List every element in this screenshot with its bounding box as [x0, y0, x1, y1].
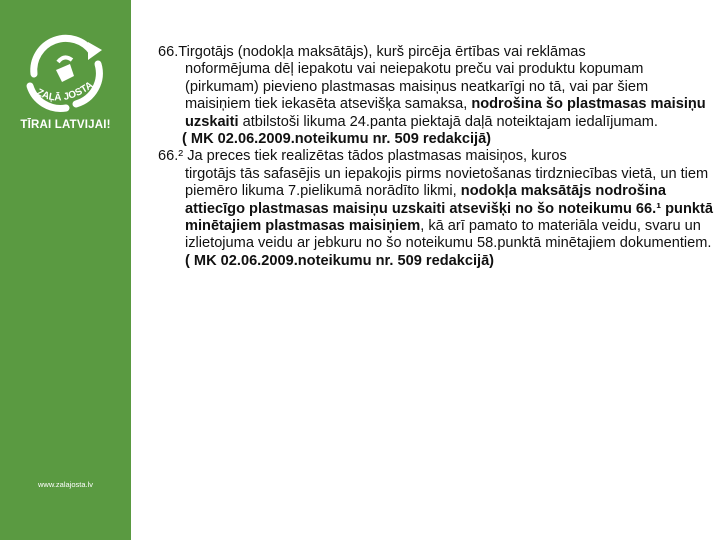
regulation-note: ( MK 02.06.2009.noteikumu nr. 509 redakcijā) — [182, 131, 492, 148]
tagline: TĪRAI LATVIJAI! — [20, 119, 111, 131]
paragraph-text: Tirgotājs (nodokļa maksātājs), kurš pircēja ērtības vai reklāmas — [178, 44, 586, 60]
paragraph-text: Ja preces tiek realizētas tādos plastmasas maisiņos, kuros — [183, 148, 567, 165]
website-url: www.zalajosta.lv — [37, 480, 94, 489]
paragraph-text: atbilstoši likuma 24.panta piektajā daļā noteiktajam iedalījumam. — [238, 113, 658, 130]
paragraph-text: noformējuma dēļ iepakotu vai neiepakotu preču vai produktu kopumam (pirkumam) pievieno plastmasas maisiņus neatkarīgi no tā, vai par šiem maisiņiem tiek iekasēta atsevišķa samaksa, — [185, 61, 649, 113]
logo-text: ZAĻĀ JOSTA — [34, 79, 96, 104]
paragraph-bold-text: nodokļa maksātājs nodrošina attiecīgo plastmasas maisiņu uzskaiti atsevišķi no šo noteikumu 66.¹ punktā minētajiem plastmasas maisiņiem — [185, 183, 713, 235]
paragraph-number: 66.² — [158, 148, 184, 165]
document-body — [158, 44, 714, 270]
paragraph-text: , kā arī pamato to materiāla veidu, svaru un izlietojuma veidu ar jebkuru no šo noteikumu 58.punktā minētajiem dokumentiem. — [185, 218, 712, 252]
paragraph-66 — [158, 44, 714, 131]
paragraph-number: 66. — [158, 44, 179, 60]
paragraph-text: tirgotājs tās safasējis un iepakojis pirms novietošanas tirdzniecības vietā, un tiem piemēro likuma 7.pielikumā norādīto likmi, — [185, 165, 709, 200]
zala-josta-logo — [14, 24, 114, 114]
paragraph-66-2 — [158, 148, 714, 270]
regulation-note: ( MK 02.06.2009.noteikumu nr. 509 redakcijā) — [185, 252, 495, 269]
paragraph-bold-text: nodrošina šo plastmasas maisiņu uzskaiti — [185, 96, 706, 130]
sidebar — [0, 0, 131, 540]
